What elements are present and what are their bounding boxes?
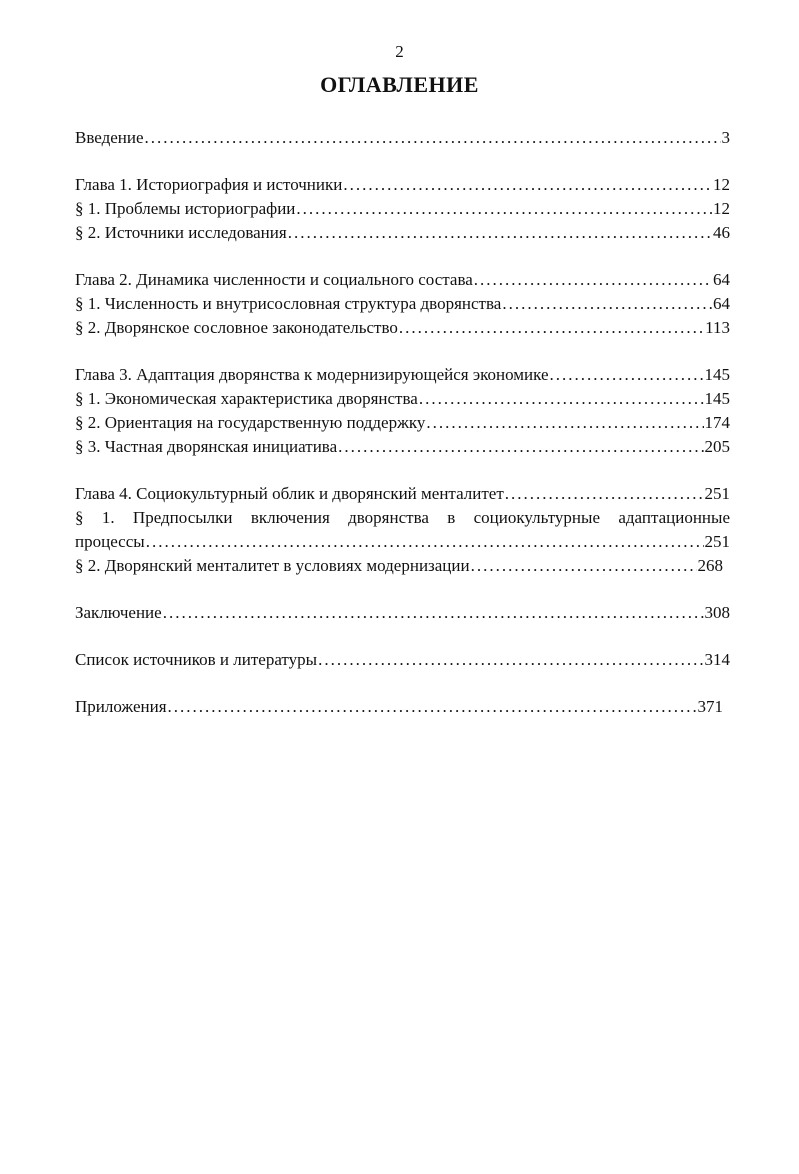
toc-entry-label: Глава 2. Динамика численности и социального состава (75, 270, 473, 289)
dot-leader (168, 695, 697, 719)
toc-entry-page: 113 (705, 318, 730, 337)
toc-group-chapter-2 (75, 268, 730, 340)
toc-entry (75, 554, 723, 578)
toc-entry-label: Приложения (75, 697, 167, 716)
dot-leader (399, 316, 704, 340)
toc-entry-page: 205 (704, 437, 730, 456)
dot-leader (338, 435, 703, 459)
dot-leader (163, 601, 704, 625)
dot-leader (146, 530, 704, 554)
toc-entry-page: 314 (704, 650, 730, 669)
dot-leader (474, 268, 712, 292)
toc-entry-label: Глава 4. Социокультурный облик и дворянский менталитет (75, 484, 504, 503)
toc-entry (75, 435, 730, 459)
toc-entry-page: 371 (697, 697, 723, 716)
toc-entry-label: § 3. Частная дворянская инициатива (75, 437, 338, 456)
toc-entry (75, 648, 730, 672)
toc-entry (75, 601, 730, 625)
toc-group-appendices (75, 695, 730, 719)
toc-entry (75, 126, 730, 150)
toc-entry-label: § 2. Ориентация на государственную поддержку (75, 413, 426, 432)
dot-leader (343, 173, 712, 197)
toc-entry-page: 46 (713, 223, 730, 242)
toc-entry-label: Глава 1. Историография и источники (75, 175, 343, 194)
toc-group-chapter-4 (75, 482, 730, 578)
toc-entry-label: § 2. Дворянский менталитет в условиях модернизации (75, 556, 470, 575)
dot-leader (419, 387, 704, 411)
toc-entry-label: Список источников и литературы (75, 650, 318, 669)
dot-leader (296, 197, 712, 221)
toc-entry-label: § 1. Экономическая характеристика дворянства (75, 389, 418, 408)
toc-entry-page: 64 (713, 294, 730, 313)
toc-entry-page: 308 (704, 603, 730, 622)
table-of-contents (75, 126, 730, 742)
toc-entry-page: 64 (713, 270, 730, 289)
toc-group-chapter-1 (75, 173, 730, 245)
toc-entry-label: Глава 3. Адаптация дворянства к модернизирующейся экономике (75, 365, 549, 384)
toc-entry-label: Заключение (75, 603, 162, 622)
toc-entry-page: 12 (713, 199, 730, 218)
page-number: 2 (395, 42, 404, 61)
page-title: ОГЛАВЛЕНИЕ (320, 72, 479, 97)
toc-entry (75, 482, 730, 506)
dot-leader (426, 411, 703, 435)
toc-entry-label: § 2. Источники исследования (75, 223, 287, 242)
dot-leader (288, 221, 712, 245)
toc-entry-label: § 1. Проблемы историографии (75, 199, 296, 218)
toc-entry-page: 251 (704, 484, 730, 503)
toc-entry (75, 197, 730, 221)
toc-entry-label: § 2. Дворянское сословное законодательство (75, 318, 398, 337)
dot-leader (145, 126, 721, 150)
dot-leader (505, 482, 704, 506)
toc-entry-label: § 1. Численность и внутрисословная структура дворянства (75, 294, 502, 313)
dot-leader (318, 648, 703, 672)
toc-entry-page: 145 (704, 365, 730, 384)
toc-entry-page: 12 (713, 175, 730, 194)
toc-entry-page: 145 (704, 389, 730, 408)
toc-entry (75, 530, 730, 554)
toc-entry (75, 387, 730, 411)
toc-entry-label: Введение (75, 128, 144, 147)
toc-entry (75, 221, 730, 245)
toc-group-intro (75, 126, 730, 150)
dot-leader (471, 554, 697, 578)
toc-entry (75, 292, 730, 316)
toc-entry-page: 174 (704, 413, 730, 432)
toc-entry (75, 316, 730, 340)
toc-entry-page: 268 (697, 556, 723, 575)
toc-entry (75, 411, 730, 435)
toc-group-conclusion (75, 601, 730, 625)
toc-entry-page: 3 (721, 128, 730, 147)
toc-entry-label: процессы (75, 532, 145, 551)
toc-group-chapter-3 (75, 363, 730, 459)
toc-entry (75, 363, 730, 387)
toc-entry (75, 695, 723, 719)
toc-group-sources (75, 648, 730, 672)
toc-entry-page: 251 (704, 532, 730, 551)
toc-entry (75, 268, 730, 292)
toc-entry (75, 173, 730, 197)
dot-leader (502, 292, 712, 316)
toc-entry-label-line1: § 1. Предпосылки включения дворянства в социокультурные адаптационные (75, 508, 730, 527)
dot-leader (550, 363, 704, 387)
